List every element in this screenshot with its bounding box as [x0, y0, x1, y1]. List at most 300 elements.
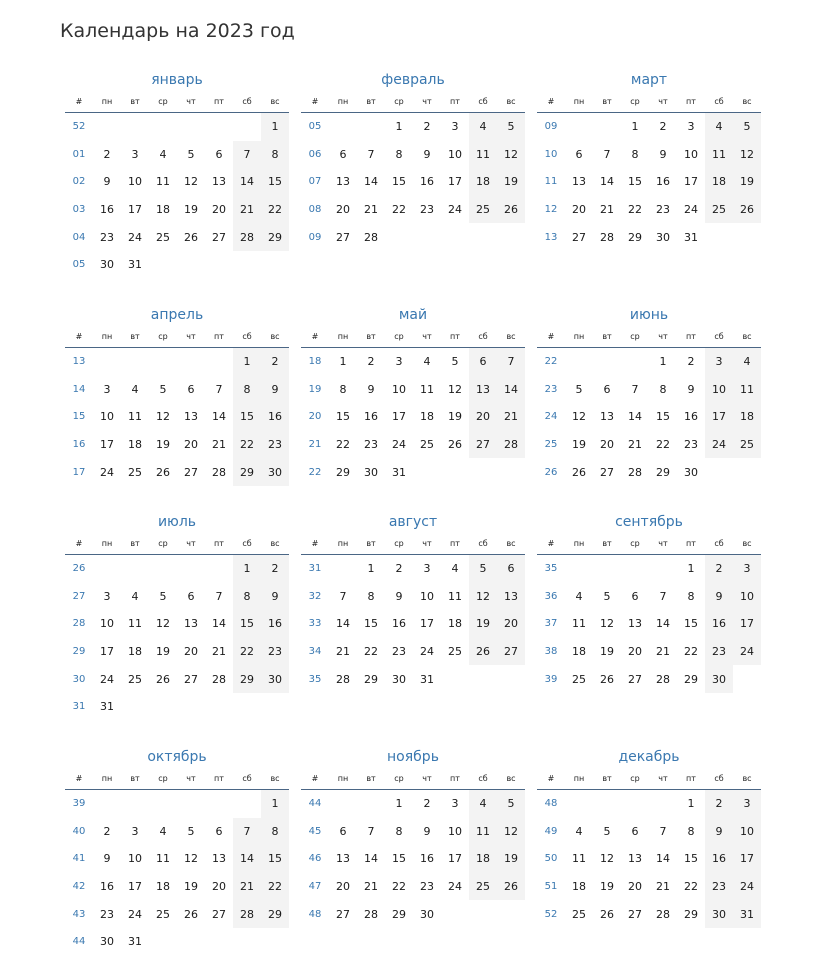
day-cell: 16: [392, 617, 406, 631]
week-row: [65, 928, 289, 956]
week-number: 32: [308, 590, 322, 602]
weekday-header: вт: [366, 331, 376, 341]
day-cell: 16: [420, 852, 434, 866]
weekday-header: сб: [242, 96, 252, 106]
weekend-day-cell: 28: [233, 900, 261, 928]
weekday-header: сб: [478, 773, 488, 783]
empty-day-cell: [205, 555, 233, 583]
weekend-day-cell: 22: [261, 873, 289, 901]
day-cell: 28: [656, 672, 670, 686]
weekend-day-cell: 30: [705, 900, 733, 928]
empty-day-cell: [497, 223, 525, 251]
week-number: 04: [72, 231, 86, 243]
day-cell: 13: [212, 852, 226, 866]
day-cell: 11: [572, 617, 586, 631]
weekday-header-row: [301, 767, 525, 790]
empty-day-cell: [233, 790, 261, 818]
week-number: 31: [308, 563, 322, 575]
weekday-header: вс: [270, 331, 280, 341]
weekday-header: чт: [658, 773, 668, 783]
week-number: 41: [72, 853, 86, 865]
day-cell: 14: [656, 617, 670, 631]
day-cell: 12: [156, 617, 170, 631]
day-cell: 21: [364, 880, 378, 894]
weekday-header: чт: [186, 538, 196, 548]
weekend-day-cell: 21: [233, 196, 261, 224]
weekday-header-row: [301, 325, 525, 348]
empty-day-cell: [565, 790, 593, 818]
empty-day-cell: [149, 928, 177, 956]
day-cell: 17: [392, 410, 406, 424]
month-name: апрель: [150, 307, 204, 323]
weekend-day-cell: 9: [705, 583, 733, 611]
week-row: [537, 376, 761, 404]
day-cell: 8: [687, 589, 695, 603]
weekend-day-cell: 15: [261, 845, 289, 873]
empty-day-cell: [413, 458, 441, 486]
day-cell: 5: [159, 589, 167, 603]
day-cell: 27: [184, 672, 198, 686]
day-cell: 26: [156, 465, 170, 479]
day-cell: 28: [212, 465, 226, 479]
day-cell: 1: [395, 797, 403, 811]
day-cell: 23: [392, 645, 406, 659]
weekday-header: пт: [686, 538, 696, 548]
weekend-day-cell: 15: [233, 610, 261, 638]
weekend-day-cell: 9: [261, 583, 289, 611]
day-cell: 27: [212, 907, 226, 921]
weekday-header-row: [65, 532, 289, 555]
day-cell: 4: [451, 562, 459, 576]
day-cell: 7: [339, 589, 347, 603]
day-cell: 14: [212, 617, 226, 631]
weekday-header: вс: [742, 331, 752, 341]
week-row: [65, 196, 289, 224]
day-cell: 27: [212, 230, 226, 244]
day-cell: 21: [628, 438, 642, 452]
week-row: [65, 141, 289, 169]
day-cell: 2: [395, 562, 403, 576]
day-cell: 31: [128, 258, 142, 272]
week-row: [537, 431, 761, 459]
weekday-header: вс: [742, 538, 752, 548]
month-block: [301, 747, 525, 928]
week-number: 24: [544, 411, 558, 423]
week-number: 46: [308, 853, 322, 865]
weekend-day-cell: 23: [705, 638, 733, 666]
day-cell: 2: [103, 147, 111, 161]
day-cell: 28: [364, 230, 378, 244]
week-number: 47: [308, 881, 322, 893]
weekend-day-cell: 28: [497, 431, 525, 459]
weekday-header: ср: [630, 538, 640, 548]
week-number: 35: [544, 563, 558, 575]
day-cell: 1: [659, 355, 667, 369]
page-title: Календарь на 2023 год: [60, 20, 295, 42]
day-cell: 23: [684, 438, 698, 452]
weekend-day-cell: 5: [469, 555, 497, 583]
empty-day-cell: [205, 113, 233, 141]
week-row: [301, 168, 525, 196]
day-cell: 1: [631, 120, 639, 134]
week-row: [65, 348, 289, 376]
week-number: 02: [72, 176, 86, 188]
weekend-day-cell: 19: [733, 168, 761, 196]
day-cell: 20: [336, 203, 350, 217]
weekend-day-cell: 16: [261, 403, 289, 431]
week-number: 27: [72, 590, 86, 602]
day-cell: 3: [131, 147, 139, 161]
day-cell: 10: [100, 617, 114, 631]
empty-day-cell: [121, 693, 149, 721]
month-name: ноябрь: [387, 749, 439, 765]
weekend-day-cell: 23: [261, 431, 289, 459]
weekday-header: пн: [573, 773, 585, 783]
day-cell: 17: [448, 852, 462, 866]
empty-day-cell: [413, 223, 441, 251]
week-number: 45: [308, 825, 322, 837]
week-number: 28: [72, 618, 86, 630]
weekend-day-cell: 22: [261, 196, 289, 224]
empty-day-cell: [497, 665, 525, 693]
day-cell: 13: [600, 410, 614, 424]
day-cell: 6: [215, 824, 223, 838]
day-cell: 4: [131, 382, 139, 396]
day-cell: 21: [336, 645, 350, 659]
day-cell: 27: [628, 672, 642, 686]
day-cell: 6: [631, 589, 639, 603]
day-cell: 10: [420, 589, 434, 603]
weekend-day-cell: 4: [705, 113, 733, 141]
day-cell: 24: [448, 203, 462, 217]
day-cell: 16: [656, 175, 670, 189]
day-cell: 12: [600, 852, 614, 866]
week-row: [301, 348, 525, 376]
weekend-day-cell: 16: [261, 610, 289, 638]
day-cell: 21: [600, 203, 614, 217]
weekend-day-cell: 17: [733, 610, 761, 638]
weekday-header: сб: [242, 538, 252, 548]
day-cell: 3: [131, 824, 139, 838]
week-row: [65, 665, 289, 693]
empty-day-cell: [233, 693, 261, 721]
weekday-header: чт: [658, 331, 668, 341]
weekday-header: ср: [394, 773, 404, 783]
month-name: август: [388, 514, 438, 530]
weekend-day-cell: 5: [497, 790, 525, 818]
day-cell: 19: [572, 438, 586, 452]
weekday-header: пт: [450, 773, 460, 783]
week-number: 13: [544, 231, 558, 243]
weekend-day-cell: 1: [233, 348, 261, 376]
day-cell: 14: [364, 852, 378, 866]
weekday-header: сб: [714, 331, 724, 341]
weekend-day-cell: 29: [261, 223, 289, 251]
empty-day-cell: [649, 555, 677, 583]
weekday-header: вс: [506, 773, 516, 783]
month-name: март: [630, 72, 668, 88]
day-cell: 7: [631, 382, 639, 396]
day-cell: 24: [420, 645, 434, 659]
week-row: [65, 376, 289, 404]
empty-day-cell: [93, 113, 121, 141]
day-cell: 6: [339, 824, 347, 838]
day-cell: 25: [156, 230, 170, 244]
weekend-day-cell: 25: [705, 196, 733, 224]
day-cell: 26: [600, 672, 614, 686]
day-cell: 3: [451, 120, 459, 134]
weekend-day-cell: 8: [233, 376, 261, 404]
weekend-day-cell: 20: [497, 610, 525, 638]
day-cell: 22: [336, 438, 350, 452]
empty-day-cell: [733, 665, 761, 693]
weekend-day-cell: 10: [733, 583, 761, 611]
weekend-day-cell: 24: [733, 638, 761, 666]
weekday-header: пн: [101, 773, 113, 783]
day-cell: 29: [656, 465, 670, 479]
day-cell: 5: [159, 382, 167, 396]
day-cell: 11: [420, 382, 434, 396]
day-cell: 16: [684, 410, 698, 424]
day-cell: 25: [156, 907, 170, 921]
day-cell: 24: [128, 907, 142, 921]
empty-day-cell: [233, 928, 261, 956]
day-cell: 7: [367, 824, 375, 838]
day-cell: 1: [339, 355, 347, 369]
week-number-header: #: [311, 331, 319, 341]
day-cell: 11: [572, 852, 586, 866]
weekday-header: пт: [686, 331, 696, 341]
weekday-header: сб: [714, 96, 724, 106]
weekday-header: вс: [270, 773, 280, 783]
weekend-day-cell: 6: [497, 555, 525, 583]
weekday-header: сб: [478, 331, 488, 341]
weekend-day-cell: 26: [469, 638, 497, 666]
week-row: [537, 818, 761, 846]
weekend-day-cell: 21: [233, 873, 261, 901]
week-number-header: #: [75, 773, 83, 783]
day-cell: 9: [659, 147, 667, 161]
week-number: 40: [72, 825, 86, 837]
empty-day-cell: [177, 928, 205, 956]
week-row: [65, 900, 289, 928]
day-cell: 20: [600, 438, 614, 452]
day-cell: 22: [392, 203, 406, 217]
weekday-header: пт: [450, 96, 460, 106]
weekday-header: пн: [573, 538, 585, 548]
week-row: [301, 141, 525, 169]
day-cell: 21: [212, 645, 226, 659]
day-cell: 24: [448, 880, 462, 894]
week-row: [65, 845, 289, 873]
week-row: [65, 610, 289, 638]
weekend-day-cell: 19: [497, 845, 525, 873]
day-cell: 30: [656, 230, 670, 244]
month-name: февраль: [381, 72, 445, 88]
empty-day-cell: [357, 790, 385, 818]
day-cell: 2: [367, 355, 375, 369]
weekend-day-cell: 25: [733, 431, 761, 459]
day-cell: 9: [367, 382, 375, 396]
day-cell: 20: [572, 203, 586, 217]
week-row: [301, 555, 525, 583]
day-cell: 9: [103, 175, 111, 189]
weekend-day-cell: 8: [261, 141, 289, 169]
week-number: 21: [308, 439, 322, 451]
day-cell: 8: [339, 382, 347, 396]
weekend-day-cell: 14: [233, 845, 261, 873]
empty-day-cell: [593, 348, 621, 376]
weekday-header: пт: [214, 538, 224, 548]
week-number: 20: [308, 411, 322, 423]
day-cell: 9: [103, 852, 111, 866]
day-cell: 13: [572, 175, 586, 189]
weekend-day-cell: 12: [733, 141, 761, 169]
week-row: [537, 845, 761, 873]
day-cell: 23: [100, 230, 114, 244]
weekend-day-cell: 19: [469, 610, 497, 638]
empty-day-cell: [205, 928, 233, 956]
day-cell: 21: [212, 438, 226, 452]
week-row: [537, 113, 761, 141]
week-row: [301, 458, 525, 486]
week-number: 51: [544, 881, 558, 893]
day-cell: 15: [628, 175, 642, 189]
week-number-header: #: [75, 96, 83, 106]
empty-day-cell: [121, 348, 149, 376]
day-cell: 17: [128, 880, 142, 894]
week-number: 11: [544, 176, 558, 188]
weekend-day-cell: 17: [705, 403, 733, 431]
day-cell: 10: [100, 410, 114, 424]
empty-day-cell: [177, 251, 205, 279]
month-name: июль: [157, 514, 197, 530]
week-row: [65, 113, 289, 141]
day-cell: 18: [572, 880, 586, 894]
weekend-day-cell: 25: [469, 873, 497, 901]
weekday-header: пн: [573, 96, 585, 106]
week-number-header: #: [547, 96, 555, 106]
day-cell: 25: [420, 438, 434, 452]
weekday-header: вс: [742, 96, 752, 106]
empty-day-cell: [177, 348, 205, 376]
day-cell: 30: [684, 465, 698, 479]
day-cell: 15: [392, 852, 406, 866]
day-cell: 27: [572, 230, 586, 244]
weekday-header: пн: [101, 96, 113, 106]
week-number: 48: [308, 908, 322, 920]
week-row: [65, 431, 289, 459]
week-number: 25: [544, 439, 558, 451]
empty-day-cell: [621, 348, 649, 376]
weekend-day-cell: 14: [233, 168, 261, 196]
week-row: [537, 458, 761, 486]
week-number: 50: [544, 853, 558, 865]
weekend-day-cell: 22: [233, 638, 261, 666]
week-number: 48: [544, 798, 558, 810]
month-name: июнь: [629, 307, 669, 323]
day-cell: 14: [656, 852, 670, 866]
day-cell: 20: [184, 645, 198, 659]
empty-day-cell: [177, 555, 205, 583]
week-number-header: #: [547, 331, 555, 341]
day-cell: 26: [156, 672, 170, 686]
weekday-header: вт: [130, 773, 140, 783]
day-cell: 13: [212, 175, 226, 189]
day-cell: 19: [156, 438, 170, 452]
day-cell: 22: [656, 438, 670, 452]
empty-day-cell: [565, 348, 593, 376]
weekday-header: вт: [366, 773, 376, 783]
day-cell: 15: [656, 410, 670, 424]
day-cell: 18: [156, 880, 170, 894]
weekday-header: вс: [742, 773, 752, 783]
weekday-header: вт: [130, 96, 140, 106]
day-cell: 26: [600, 907, 614, 921]
empty-day-cell: [441, 900, 469, 928]
weekday-header: чт: [186, 96, 196, 106]
weekend-day-cell: 30: [261, 665, 289, 693]
day-cell: 27: [628, 907, 642, 921]
week-row: [65, 168, 289, 196]
day-cell: 20: [628, 880, 642, 894]
weekday-header: сб: [242, 331, 252, 341]
day-cell: 2: [423, 120, 431, 134]
day-cell: 13: [184, 617, 198, 631]
weekend-day-cell: 4: [733, 348, 761, 376]
empty-day-cell: [149, 790, 177, 818]
week-number-header: #: [311, 773, 319, 783]
day-cell: 15: [364, 617, 378, 631]
weekend-day-cell: 10: [705, 376, 733, 404]
empty-day-cell: [205, 348, 233, 376]
weekday-header-row: [537, 532, 761, 555]
weekend-day-cell: 12: [497, 818, 525, 846]
day-cell: 6: [215, 147, 223, 161]
weekend-day-cell: 18: [705, 168, 733, 196]
day-cell: 28: [628, 465, 642, 479]
day-cell: 10: [392, 382, 406, 396]
day-cell: 22: [364, 645, 378, 659]
day-cell: 5: [603, 589, 611, 603]
week-number: 30: [72, 673, 86, 685]
weekend-day-cell: 22: [233, 431, 261, 459]
weekend-day-cell: 27: [497, 638, 525, 666]
week-number: 39: [72, 798, 86, 810]
week-number: 17: [72, 466, 86, 478]
day-cell: 25: [572, 672, 586, 686]
weekend-day-cell: 11: [469, 818, 497, 846]
day-cell: 21: [656, 880, 670, 894]
weekend-day-cell: 8: [233, 583, 261, 611]
week-row: [301, 403, 525, 431]
weekday-header: вт: [602, 331, 612, 341]
day-cell: 10: [448, 147, 462, 161]
day-cell: 31: [128, 935, 142, 949]
weekend-day-cell: 1: [261, 113, 289, 141]
weekday-header: пт: [214, 331, 224, 341]
day-cell: 20: [212, 880, 226, 894]
week-row: [537, 610, 761, 638]
weekday-header: ср: [158, 331, 168, 341]
empty-day-cell: [469, 900, 497, 928]
day-cell: 1: [367, 562, 375, 576]
weekday-header-row: [537, 767, 761, 790]
day-cell: 20: [184, 438, 198, 452]
day-cell: 15: [336, 410, 350, 424]
week-number: 12: [544, 204, 558, 216]
weekend-day-cell: 11: [705, 141, 733, 169]
